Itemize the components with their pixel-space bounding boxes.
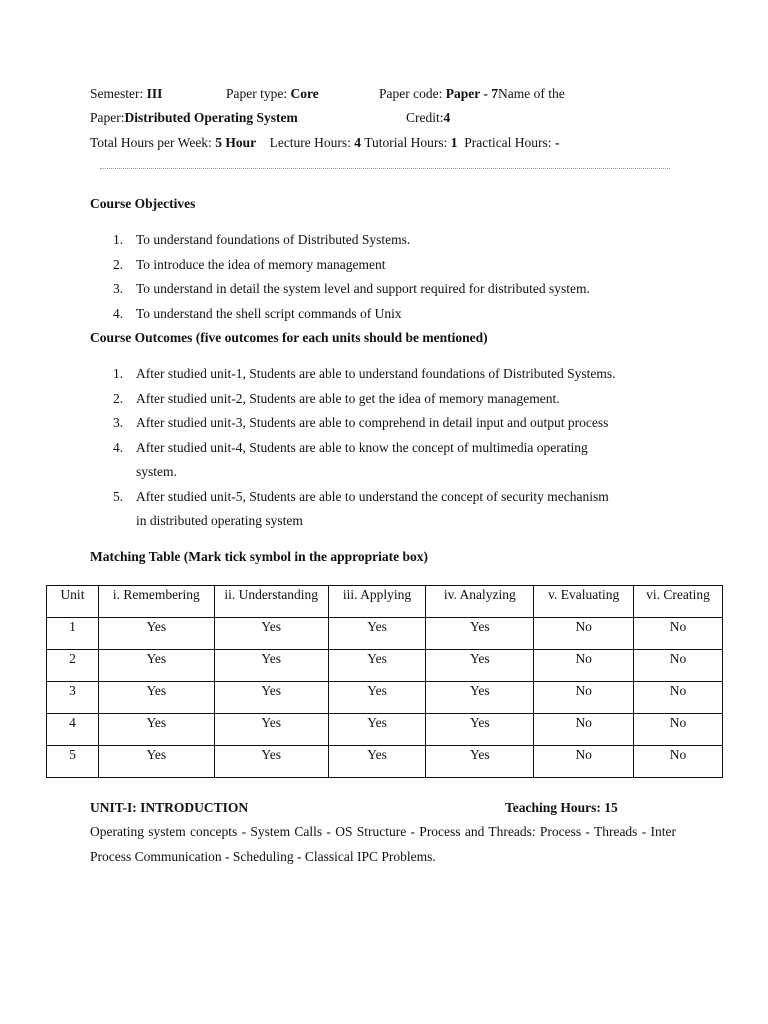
paper-type xyxy=(226,86,319,102)
list-item: 4. After studied unit-4, Students are able to know the concept of multimedia operating system. xyxy=(113,439,588,479)
table-cell: No xyxy=(634,682,723,714)
list-item: 3. To understand in detail the system level and support required for distributed system. xyxy=(113,281,590,296)
table-cell: Yes xyxy=(98,746,214,778)
table-cell: Yes xyxy=(214,682,328,714)
table-row xyxy=(47,714,723,746)
paper-label: Paper: xyxy=(90,110,125,125)
lecture-hours-value: 4 xyxy=(354,135,362,150)
table-cell: Yes xyxy=(426,682,534,714)
practical-hours-label: Practical Hours: xyxy=(464,135,552,150)
dotted-divider xyxy=(100,168,670,169)
objectives-title: Course Objectives xyxy=(90,196,196,211)
table-row xyxy=(47,650,723,682)
list-item: 1. To understand foundations of Distributed Systems. xyxy=(113,232,411,247)
list-item: 4. To understand the shell script commands of Unix xyxy=(113,305,402,321)
table-cell: Yes xyxy=(328,618,426,650)
paper-type-value: Core xyxy=(290,86,319,101)
list-item: 2. After studied unit-2, Students are able to get the idea of memory management. xyxy=(113,390,560,406)
table-cell: Yes xyxy=(426,618,534,650)
table-cell: No xyxy=(534,618,634,650)
table-cell: Yes xyxy=(214,714,328,746)
table-cell: Yes xyxy=(328,714,426,746)
table-cell: 5 xyxy=(47,746,99,778)
header-remembering: i. Remembering xyxy=(98,586,214,618)
paper-value: Distributed Operating System xyxy=(124,110,298,125)
table-row xyxy=(47,682,723,714)
unit1-body: Operating system concepts - System Calls - OS Structure - Process and Threads: Process - Threads - Inter Process Communication - Scheduling - Classical IPC Problems. xyxy=(90,824,676,864)
credit-label: Credit: xyxy=(406,110,444,125)
table-cell: Yes xyxy=(98,682,214,714)
total-hours-value: 5 Hour xyxy=(215,135,257,150)
semester-line xyxy=(90,86,162,102)
table-cell: No xyxy=(534,746,634,778)
header-creating: vi. Creating xyxy=(634,586,723,618)
header-unit: Unit xyxy=(47,586,99,618)
table-row xyxy=(47,618,723,650)
matching-title: Matching Table (Mark tick symbol in the appropriate box) xyxy=(90,549,429,564)
matching-table xyxy=(46,585,723,778)
header-analyzing: iv. Analyzing xyxy=(426,586,534,618)
list-item: 1. After studied unit-1, Students are able to understand foundations of Distributed Systems. xyxy=(113,366,616,381)
table-cell: 4 xyxy=(47,714,99,746)
table-cell: Yes xyxy=(98,650,214,682)
list-item: 2. To introduce the idea of memory management xyxy=(113,256,386,272)
paper-code xyxy=(379,86,565,102)
table-row xyxy=(47,746,723,778)
semester-label: Semester: xyxy=(90,86,144,101)
table-cell: Yes xyxy=(214,746,328,778)
lecture-hours-label: Lecture Hours: xyxy=(269,135,351,150)
table-cell: Yes xyxy=(426,714,534,746)
table-cell: Yes xyxy=(328,746,426,778)
header-evaluating: v. Evaluating xyxy=(534,586,634,618)
table-cell: 3 xyxy=(47,682,99,714)
practical-hours-value: - xyxy=(554,135,560,150)
header-applying: iii. Applying xyxy=(328,586,426,618)
credit-value: 4 xyxy=(443,110,451,125)
tutorial-hours-label: Tutorial Hours: xyxy=(364,135,448,150)
total-hours-label: Total Hours per Week: xyxy=(90,135,212,150)
table-cell: No xyxy=(634,714,723,746)
table-cell: No xyxy=(534,714,634,746)
table-cell: Yes xyxy=(328,650,426,682)
table-cell: No xyxy=(634,746,723,778)
table-header-row xyxy=(47,586,723,618)
list-item: 3. After studied unit-3, Students are able to comprehend in detail input and output process xyxy=(113,415,609,430)
paper-name-label: Name of the xyxy=(497,86,565,101)
table-cell: No xyxy=(634,618,723,650)
hours-line xyxy=(90,135,559,151)
table-cell: No xyxy=(534,682,634,714)
table-cell: No xyxy=(534,650,634,682)
outcomes-list xyxy=(91,362,616,534)
header-understanding: ii. Understanding xyxy=(214,586,328,618)
paper-code-label: Paper code: xyxy=(379,86,443,101)
credit xyxy=(406,110,450,126)
table-cell: Yes xyxy=(426,746,534,778)
list-item: 5. After studied unit-5, Students are able to understand the concept of security mechanism in distributed operating system xyxy=(113,488,609,528)
table-cell: Yes xyxy=(214,650,328,682)
table-cell: Yes xyxy=(98,714,214,746)
paper-name xyxy=(90,110,298,126)
tutorial-hours-value: 1 xyxy=(450,135,458,150)
semester-value: III xyxy=(146,86,163,101)
table-cell: Yes xyxy=(214,618,328,650)
unit1-hours: Teaching Hours: 15 xyxy=(505,800,618,815)
table-cell: Yes xyxy=(426,650,534,682)
unit1-title: UNIT-I: INTRODUCTION xyxy=(90,800,249,815)
paper-code-value: Paper - 7 xyxy=(445,86,498,101)
table-cell: 1 xyxy=(47,618,99,650)
table-cell: No xyxy=(634,650,723,682)
paper-type-label: Paper type: xyxy=(226,86,288,101)
table-cell: Yes xyxy=(98,618,214,650)
table-cell: 2 xyxy=(47,650,99,682)
table-cell: Yes xyxy=(328,682,426,714)
outcomes-title: Course Outcomes (five outcomes for each units should be mentioned) xyxy=(90,330,488,345)
objectives-list xyxy=(91,228,590,326)
